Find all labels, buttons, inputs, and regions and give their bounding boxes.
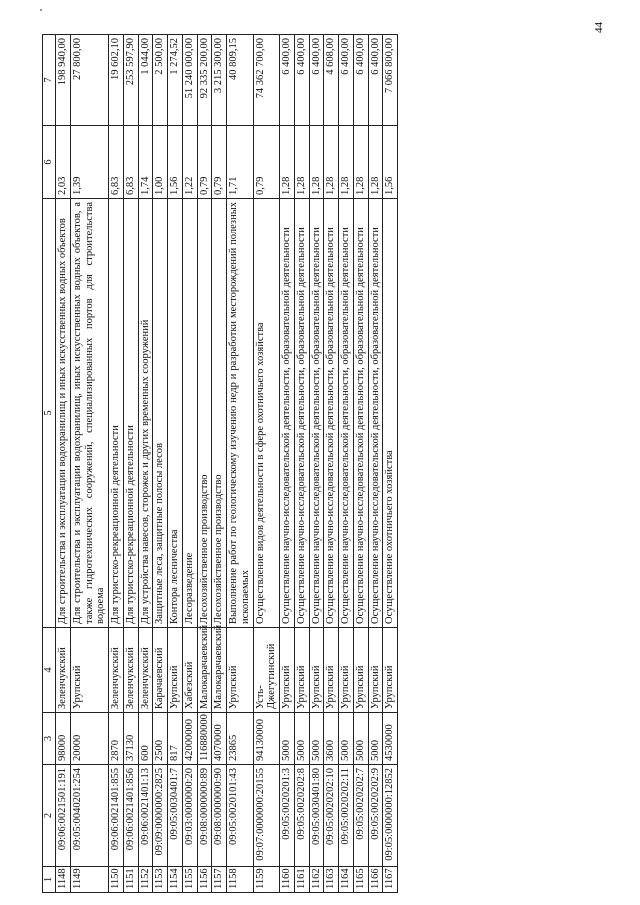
amount-cell: 1 044,00 — [138, 35, 153, 126]
amount-cell: 6 400,00 — [339, 35, 354, 126]
column-header: 3 — [43, 713, 56, 765]
permitted-use-cell: Лесоразведение — [182, 199, 197, 628]
permitted-use-cell: Лесохозяйственное производство — [212, 199, 227, 628]
amount-cell: 2 500,00 — [153, 35, 168, 126]
cadastral-number-cell: 09:05:0000000:12852 — [383, 765, 398, 867]
permitted-use-cell: Осуществление охотничьего хозяйства — [383, 199, 398, 628]
area-cell: 5000 — [294, 713, 309, 765]
coefficient-cell: 1,56 — [383, 126, 398, 199]
column-header: 2 — [43, 765, 56, 867]
row-number-cell: 1156 — [197, 867, 212, 893]
district-cell: Урупский — [227, 628, 254, 713]
page-number-text: 44 — [593, 22, 605, 33]
table-row — [294, 35, 309, 893]
table-row — [182, 35, 197, 893]
area-cell: 5000 — [309, 713, 324, 765]
area-cell: 20000 — [70, 713, 108, 765]
amount-cell: 4 608,00 — [324, 35, 339, 126]
permitted-use-cell: Защитные леса, защитные полосы лесов — [153, 199, 168, 628]
area-cell: 94130000 — [253, 713, 280, 765]
area-cell: 4530000 — [383, 713, 398, 765]
table-row — [138, 35, 153, 893]
row-number-cell: 1153 — [153, 867, 168, 893]
table-row — [353, 35, 368, 893]
table-row — [227, 35, 254, 893]
cadastral-number-cell: 09:09:0000000:2825 — [153, 765, 168, 867]
table-row — [123, 35, 138, 893]
table-row — [339, 35, 354, 893]
row-number-cell: 1157 — [212, 867, 227, 893]
coefficient-cell: 1,28 — [353, 126, 368, 199]
amount-cell: 198 940,00 — [56, 35, 71, 126]
table-row — [280, 35, 295, 893]
district-cell: Зеленчукский — [123, 628, 138, 713]
district-cell: Зеленчукский — [138, 628, 153, 713]
coefficient-cell: 1,28 — [280, 126, 295, 199]
land-plot-table — [42, 34, 398, 893]
district-cell: Урупский — [339, 628, 354, 713]
table-row — [383, 35, 398, 893]
rotated-page — [42, 35, 608, 893]
amount-cell: 1 274,52 — [168, 35, 183, 126]
permitted-use-cell: Выполнение работ по геологическому изучению недр и разработки месторождений полезных ископаемых — [227, 199, 254, 628]
column-header: 1 — [43, 867, 56, 893]
row-number-cell: 1167 — [383, 867, 398, 893]
cadastral-number-cell: 09:05:0020202:7 — [353, 765, 368, 867]
area-cell: 98000 — [56, 713, 71, 765]
row-number-cell: 1165 — [353, 867, 368, 893]
table-row — [153, 35, 168, 893]
cadastral-number-cell: 09:08:0000000:89 — [197, 765, 212, 867]
district-cell: Урупский — [294, 628, 309, 713]
column-header: 5 — [43, 199, 56, 628]
coefficient-cell: 1,56 — [168, 126, 183, 199]
cadastral-number-cell: 09:08:0000000:90 — [212, 765, 227, 867]
table-row — [56, 35, 71, 893]
permitted-use-cell: Для строительства и эксплуатации водохранилищ, иных искусственных водных объектов, а также гидротехнических сооружений, специализированных портов для строительства водоема — [70, 199, 108, 628]
permitted-use-cell: Осуществление научно-исследовательской деятельности, образовательной деятельности — [353, 199, 368, 628]
amount-cell: 74 362 700,00 — [253, 35, 280, 126]
district-cell: Малокарачаевский — [212, 628, 227, 713]
amount-cell: 6 400,00 — [368, 35, 383, 126]
amount-cell: 6 400,00 — [280, 35, 295, 126]
cadastral-number-cell: 09:05:0040201:254 — [70, 765, 108, 867]
table-row — [324, 35, 339, 893]
table-body — [56, 35, 398, 893]
coefficient-cell: 1,00 — [153, 126, 168, 199]
cadastral-number-cell: 09:07:0000000:20155 — [253, 765, 280, 867]
table-row — [197, 35, 212, 893]
cadastral-number-cell: 09:03:0000000:20 — [182, 765, 197, 867]
table-row — [253, 35, 280, 893]
area-cell: 817 — [168, 713, 183, 765]
district-cell: Малокарачаевский — [197, 628, 212, 713]
row-number-cell: 1162 — [309, 867, 324, 893]
amount-cell: 7 066 800,00 — [383, 35, 398, 126]
table-row — [212, 35, 227, 893]
amount-cell: 253 597,90 — [123, 35, 138, 126]
amount-cell: 40 809,15 — [227, 35, 254, 126]
district-cell: Урупский — [168, 628, 183, 713]
district-cell: Карачаевский — [153, 628, 168, 713]
cadastral-number-cell: 09:06:0021401:855 — [109, 765, 124, 867]
column-number-row — [43, 35, 56, 893]
cadastral-number-cell: 09:05:0020202:11 — [339, 765, 354, 867]
district-cell: Урупский — [368, 628, 383, 713]
area-cell: 2500 — [153, 713, 168, 765]
area-cell: 600 — [138, 713, 153, 765]
row-number-cell: 1164 — [339, 867, 354, 893]
row-number-cell: 1160 — [280, 867, 295, 893]
row-number-cell: 1159 — [253, 867, 280, 893]
row-number-cell: 1148 — [56, 867, 71, 893]
coefficient-cell: 6,83 — [109, 126, 124, 199]
district-cell: Урупский — [324, 628, 339, 713]
area-cell: 2870 — [109, 713, 124, 765]
cadastral-number-cell: 09:05:0020202:10 — [324, 765, 339, 867]
row-number-cell: 1158 — [227, 867, 254, 893]
table-row — [168, 35, 183, 893]
area-cell: 5000 — [339, 713, 354, 765]
permitted-use-cell: Контора лесничества — [168, 199, 183, 628]
permitted-use-cell: Осуществление научно-исследовательской деятельности, образовательной деятельности — [280, 199, 295, 628]
row-number-cell: 1151 — [123, 867, 138, 893]
scan-mark — [40, 9, 42, 11]
coefficient-cell: 6,83 — [123, 126, 138, 199]
area-cell: 5000 — [280, 713, 295, 765]
table-row — [309, 35, 324, 893]
cadastral-number-cell: 09:06:0021401:856 — [123, 765, 138, 867]
district-cell: Урупский — [70, 628, 108, 713]
table-row — [109, 35, 124, 893]
permitted-use-cell: Осуществление научно-исследовательской деятельности, образовательной деятельности — [294, 199, 309, 628]
coefficient-cell: 1,28 — [309, 126, 324, 199]
page-number — [593, 22, 617, 33]
amount-cell: 6 400,00 — [353, 35, 368, 126]
amount-cell: 19 602,10 — [109, 35, 124, 126]
coefficient-cell: 0,79 — [253, 126, 280, 199]
permitted-use-cell: Осуществление научно-исследовательской деятельности, образовательной деятельности — [368, 199, 383, 628]
row-number-cell: 1150 — [109, 867, 124, 893]
district-cell: Усть-Джегутинский — [253, 628, 280, 713]
cadastral-number-cell: 09:05:0030401:7 — [168, 765, 183, 867]
district-cell: Урупский — [383, 628, 398, 713]
coefficient-cell: 0,79 — [212, 126, 227, 199]
permitted-use-cell: Осуществление научно-исследовательской деятельности, образовательной деятельности — [339, 199, 354, 628]
area-cell: 4070000 — [212, 713, 227, 765]
row-number-cell: 1166 — [368, 867, 383, 893]
cadastral-number-cell: 09:05:0020202:8 — [294, 765, 309, 867]
permitted-use-cell: Для туристско-рекреационной деятельности — [109, 199, 124, 628]
coefficient-cell: 1,39 — [70, 126, 108, 199]
district-cell: Урупский — [309, 628, 324, 713]
cadastral-number-cell: 09:05:0020202:9 — [368, 765, 383, 867]
column-header: 6 — [43, 126, 56, 199]
permitted-use-cell: Для туристско-рекреационной деятельности — [123, 199, 138, 628]
cadastral-number-cell: 09:06:0021501:191 — [56, 765, 71, 867]
amount-cell: 3 215 300,00 — [212, 35, 227, 126]
row-number-cell: 1163 — [324, 867, 339, 893]
amount-cell: 6 400,00 — [294, 35, 309, 126]
district-cell: Зеленчукский — [109, 628, 124, 713]
permitted-use-cell: Осуществление видов деятельности в сфере охотничьего хозяйства — [253, 199, 280, 628]
row-number-cell: 1155 — [182, 867, 197, 893]
coefficient-cell: 1,74 — [138, 126, 153, 199]
table-row — [368, 35, 383, 893]
district-cell: Зеленчукский — [56, 628, 71, 713]
cadastral-number-cell: 09:05:0020201:3 — [280, 765, 295, 867]
permitted-use-cell: Осуществление научно-исследовательской деятельности, образовательной деятельности — [324, 199, 339, 628]
amount-cell: 27 800,00 — [70, 35, 108, 126]
area-cell: 116880000 — [197, 713, 212, 765]
coefficient-cell: 1,28 — [339, 126, 354, 199]
district-cell: Хабезский — [182, 628, 197, 713]
amount-cell: 51 240 000,00 — [182, 35, 197, 126]
coefficient-cell: 1,28 — [294, 126, 309, 199]
district-cell: Урупский — [280, 628, 295, 713]
cadastral-number-cell: 09:06:0021401:13 — [138, 765, 153, 867]
area-cell: 5000 — [368, 713, 383, 765]
column-header: 7 — [43, 35, 56, 126]
area-cell: 5000 — [353, 713, 368, 765]
area-cell: 42000000 — [182, 713, 197, 765]
permitted-use-cell: Для устройства навесов, сторожек и других временных сооружений — [138, 199, 153, 628]
coefficient-cell: 1,28 — [368, 126, 383, 199]
coefficient-cell: 0,79 — [197, 126, 212, 199]
column-header: 4 — [43, 628, 56, 713]
area-cell: 37130 — [123, 713, 138, 765]
row-number-cell: 1154 — [168, 867, 183, 893]
amount-cell: 6 400,00 — [309, 35, 324, 126]
permitted-use-cell: Для строительства и эксплуатации водохранилищ и иных искусственных водных объектов — [56, 199, 71, 628]
amount-cell: 92 335 200,00 — [197, 35, 212, 126]
cadastral-number-cell: 09:05:0030401:80 — [309, 765, 324, 867]
area-cell: 3600 — [324, 713, 339, 765]
coefficient-cell: 1,71 — [227, 126, 254, 199]
permitted-use-cell: Лесохозяйственное производство — [197, 199, 212, 628]
coefficient-cell: 2,03 — [56, 126, 71, 199]
table-row — [70, 35, 108, 893]
coefficient-cell: 1,28 — [324, 126, 339, 199]
row-number-cell: 1152 — [138, 867, 153, 893]
district-cell: Урупский — [353, 628, 368, 713]
cadastral-number-cell: 09:05:0020101:43 — [227, 765, 254, 867]
row-number-cell: 1149 — [70, 867, 108, 893]
area-cell: 23865 — [227, 713, 254, 765]
row-number-cell: 1161 — [294, 867, 309, 893]
permitted-use-cell: Осуществление научно-исследовательской деятельности, образовательной деятельности — [309, 199, 324, 628]
coefficient-cell: 1,22 — [182, 126, 197, 199]
